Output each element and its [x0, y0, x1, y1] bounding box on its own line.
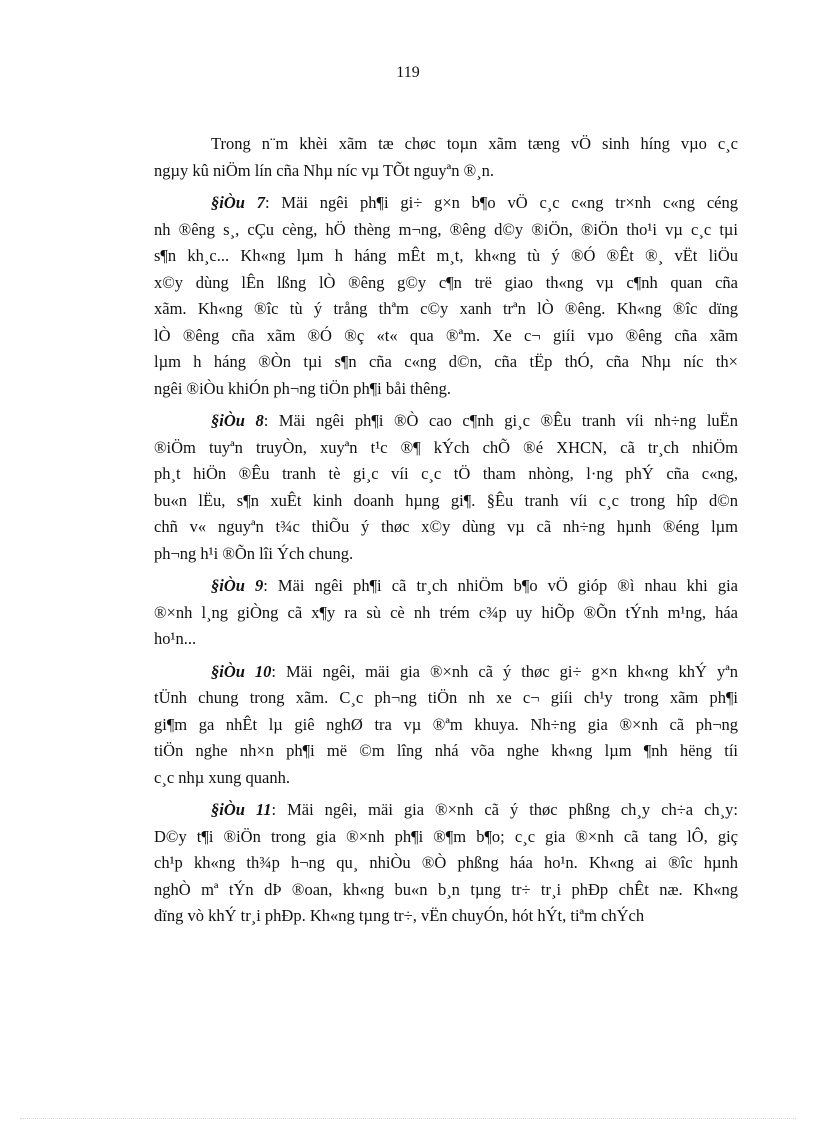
line-text: Trong n¨m khèi xãm tæ chøc toµn xãm tæng vÖ sinh híng vµo c¸c	[211, 134, 738, 153]
article-paragraph	[154, 573, 738, 653]
article-paragraph	[154, 797, 738, 930]
text-line	[154, 600, 738, 627]
text-line	[154, 712, 738, 739]
article-paragraph	[154, 131, 738, 184]
article-paragraph	[154, 408, 738, 567]
line-text: ®iÖm tuyªn truyÒn, xuyªn t¹c ®¶ kÝch chÕ ®é XHCN, cã tr¸ch nhiÖm	[154, 437, 738, 457]
line-text: ph¬ng h¹i ®Õn lîi Ých chung.	[154, 543, 354, 563]
line-text: lµm h háng ®Òn tµi s¶n cña c«ng d©n, cña tËp thÓ, cña Nhµ níc th×	[154, 352, 738, 371]
text-line	[154, 514, 738, 541]
line-text: chñ v« nguyªn t¾c thiÕu ý thøc x©y dùng vµ cã nh÷ng hµnh ®éng lµm	[154, 517, 738, 536]
text-line	[154, 376, 738, 403]
text-line	[154, 461, 738, 488]
line-text: gi¶m ga nhÊt lµ giê nghØ tra vµ ®ªm khuya. Nh÷ng gia ®×nh cã ph¬ng	[154, 714, 738, 734]
text-line	[154, 850, 738, 877]
text-line	[154, 626, 738, 653]
article-heading: §iÒu 11	[211, 800, 272, 819]
line-text: bu«n lËu, s¶n xuÊt kinh doanh hµng gi¶. §Êu tranh víi c¸c trong hîp d©n	[154, 490, 738, 510]
text-line	[154, 131, 738, 158]
page-number: 119	[396, 64, 420, 81]
text-line	[154, 190, 738, 217]
text-line	[154, 349, 738, 376]
line-text: x©y dùng lÊn lßng lÒ ®êng g©y c¶n trë giao th«ng vµ c¶nh quan cña	[154, 272, 738, 292]
text-line	[154, 435, 738, 462]
text-line	[154, 738, 738, 765]
line-text: : Mäi ngêi, mäi gia ®×nh cã ý thøc gi÷ g×n kh«ng khÝ yªn	[271, 661, 738, 681]
article-heading: §iÒu 9	[211, 576, 264, 595]
text-line	[154, 877, 738, 904]
line-text: : Mäi ngêi ph¶i gi÷ g×n b¶o vÖ c¸c c«ng tr×nh c«ng céng	[265, 193, 738, 212]
text-line	[154, 765, 738, 792]
article-heading: §iÒu 8	[211, 411, 264, 430]
text-line	[154, 573, 738, 600]
line-text: nh ®êng s¸, cÇu cèng, hÖ thèng m¬ng, ®êng d©y ®iÖn, ®iÖn tho¹i vµ c¸c tµi	[154, 219, 738, 239]
text-line	[154, 824, 738, 851]
line-text: ph¸t hiÖn ®Êu tranh tè gi¸c víi c¸c tÖ tham nhòng, l·ng phÝ cña c«ng,	[154, 464, 738, 483]
article-heading: §iÒu 10	[211, 661, 272, 681]
article-paragraph	[154, 190, 738, 402]
text-line	[154, 685, 738, 712]
line-text: dïng vò khÝ tr¸i phÐp. Kh«ng tµng tr÷, vËn chuyÓn, hót hÝt, tiªm chÝch	[154, 906, 645, 925]
line-text: : Mäi ngêi ph¶i ®Ò cao c¶nh gi¸c ®Êu tranh víi nh÷ng luËn	[263, 411, 738, 430]
text-line	[154, 323, 738, 350]
line-text: ho¹n...	[154, 629, 197, 648]
text-line	[154, 296, 738, 323]
text-line	[154, 243, 738, 270]
line-text: s¶n kh¸c... Kh«ng lµm h háng mÊt m¸t, kh«ng tù ý ®Ó ®Êt ®¸ vËt liÖu	[154, 246, 738, 265]
line-text: ngµy kû niÖm lín cña Nhµ níc vµ TÕt nguyªn ®¸n.	[154, 160, 494, 180]
line-text: tÜnh chung trong xãm. C¸c ph¬ng tiÖn nh xe c¬ giíi ch¹y trong xãm ph¶i	[154, 688, 738, 707]
document-body	[154, 131, 738, 936]
text-line	[154, 488, 738, 515]
text-line	[154, 158, 738, 185]
text-line	[154, 659, 738, 686]
line-text: ngêi ®iÒu khiÓn ph¬ng tiÖn ph¶i båi thêng.	[154, 378, 451, 398]
line-text: c¸c nhµ xung quanh.	[154, 767, 290, 787]
line-text: xãm. Kh«ng ®îc tù ý trång thªm c©y xanh trªn lÒ ®êng. Kh«ng ®îc dïng	[154, 299, 738, 318]
text-line	[154, 797, 738, 824]
line-text: ch¹p kh«ng th¾p h¬ng qu¸ nhiÒu ®Ò phßng háa ho¹n. Kh«ng ai ®îc hµnh	[154, 853, 738, 872]
line-text: : Mäi ngêi ph¶i cã tr¸ch nhiÖm b¶o vÖ gióp ®ì nhau khi gia	[263, 576, 738, 595]
line-text: ®×nh l¸ng giÒng cã x¶y ra sù cè nh trém c¾p uy hiÕp ®Õn tÝnh m¹ng, háa	[154, 602, 738, 622]
text-line	[154, 408, 738, 435]
article-heading: §iÒu 7	[211, 193, 265, 212]
line-text: tiÖn nghe nh×n ph¶i më ©m lîng nhá võa nghe kh«ng lµm ¶nh hëng tíi	[154, 741, 738, 760]
line-text: D©y t¶i ®iÖn trong gia ®×nh ph¶i ®¶m b¶o; c¸c gia ®×nh cã tang lÔ, giç	[154, 826, 738, 846]
text-line	[154, 217, 738, 244]
page-bottom-rule	[20, 1118, 796, 1119]
text-line	[154, 270, 738, 297]
text-line	[154, 541, 738, 568]
article-paragraph	[154, 659, 738, 792]
text-line	[154, 903, 738, 930]
line-text: : Mäi ngêi, mäi gia ®×nh cã ý thøc phßng ch¸y ch÷a ch¸y:	[271, 800, 738, 819]
line-text: nghÒ mª tÝn dÞ ®oan, kh«ng bu«n b¸n tµng tr÷ tr¸i phÐp chÊt næ. Kh«ng	[154, 879, 738, 899]
line-text: lÒ ®êng cña xãm ®Ó ®ç «t« qua ®ªm. Xe c¬ giíi vµo ®êng cña xãm	[154, 325, 738, 345]
